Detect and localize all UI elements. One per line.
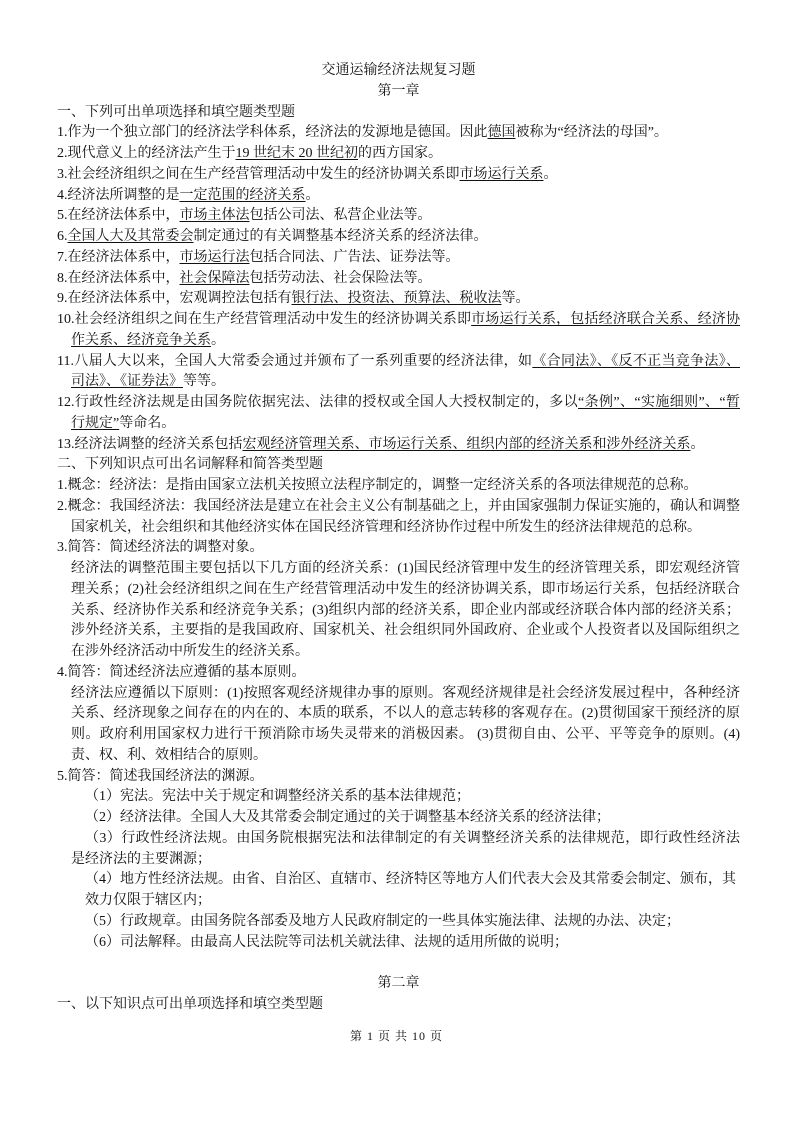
list-item [57,538,740,663]
list-item [57,435,740,456]
list-item [57,248,740,269]
answer-underlined: 德国 [487,125,516,141]
text-line [57,144,740,165]
text-segment: 8.在经济法体系中， [57,270,180,286]
answer-underlined: 市场运行法 [179,249,250,265]
text-line [57,186,740,207]
text-line [57,497,740,518]
text-segment: 则。政府利用国家权力进行干预消除市场失灵带来的消极因素。 (3)贯彻自由、公平、平等竞争的原则。(4) [71,727,740,742]
text-line [57,829,740,850]
text-line [57,933,740,954]
text-segment: 责、权、利、效相结合的原则。 [71,747,267,763]
text-line [57,331,740,352]
text-segment: 10.社会经济组织之间在生产经营管理活动中发生的经济协调关系即 [57,312,472,327]
text-segment: 4.简答：简述经济法应遵循的基本原则。 [57,664,306,680]
answer-underlined: “条例”、“实施细则”、“暂 [578,395,740,410]
text-segment: 经济法的调整范围主要包括以下几方面的经济关系：(1)国民经济管理中发生的经济管理关系，即宏观经济管 [71,561,740,576]
list-item [57,289,740,310]
text-segment: 7.在经济法体系中， [57,249,180,265]
text-line [57,746,740,767]
text-line [57,206,740,227]
document-title: 交通运输经济法规复习题 [321,63,476,78]
text-line [57,767,740,788]
text-line [57,269,740,290]
text-line [57,414,740,435]
text-segment: （4）地方性经济法规。由省、自治区、直辖市、经济特区等地方人们代表大会及其常委会制定、颁布，其 [85,872,736,888]
answer-underlined: 全国人大及其常委会 [67,229,194,244]
text-line [57,165,740,186]
list-item [57,186,740,207]
text-segment: 等等。 [183,374,225,390]
list-item [57,352,740,394]
answer-underlined: 银行法、投资法、预算法、税收法 [291,291,502,307]
answer-underlined: 作关系、经济竞争关系 [71,332,211,348]
text-segment: 。 [543,166,558,182]
text-segment: 效力仅限于辖区内； [85,893,211,908]
list-item [57,206,740,227]
text-line [57,870,740,891]
text-segment: 包括公司法、私营企业法等。 [249,208,432,224]
text-segment: 包括劳动法、社会保险法等。 [249,270,432,286]
text-segment: 涉外经济关系，主要指的是我国政府、国家机关、社会组织同外国政府、企业或个人投资者以及国际组织之 [71,623,740,639]
text-segment: 在涉外经济活动中所发生的经济关系。 [71,644,309,659]
text-segment: 1.概念：经济法：是指由国家立法机关按照立法程序制定的，调整一定经济关系的各项法律规范的总称。 [57,478,698,493]
answer-underlined: 市场运行关系 [459,166,544,182]
text-segment: （1）宪法。宪法中关于规定和调整经济关系的基本法律规范； [85,789,470,805]
list-item [57,269,740,290]
answer-underlined: 一定范围的经济关系 [179,187,306,203]
section-1-heading: 一、下列可出单项选择和填空题类型题 [57,104,295,120]
text-line [57,621,740,642]
text-segment: 11.八届人大以来，全国人大常委会通过并颁布了一系列重要的经济法律，如 [57,353,533,369]
text-segment: （2）经济法律。全国人大及其常委会制定通过的关于调整基本经济关系的经济法律； [85,810,610,825]
text-segment: 5.在经济法体系中， [57,208,180,224]
text-line [57,580,740,601]
text-segment: 6. [57,229,68,244]
text-segment: （5）行政规章。由国务院各部委及地方人民政府制定的一些具体实施法律、法规的办法、决定； [85,913,680,929]
list-item [57,144,740,165]
text-line [57,248,740,269]
text-segment: 2.现代意义上的经济法产生于 [57,146,236,161]
answer-underlined: 《合同法》、《反不正当竞争法》、 [532,353,740,369]
text-segment: 13.经济法调整的经济关系包括 [57,436,243,452]
text-line [57,725,740,746]
text-line [57,684,740,705]
document-body [57,61,740,1016]
text-segment: 1.作为一个独立部门的经济法学科体系，经济法的发源地是德国。因此 [57,125,488,141]
text-segment: 3.社会经济组织之间在生产经营管理活动中发生的经济协调关系即 [57,166,460,182]
text-line [57,435,740,456]
list-item [57,476,740,497]
spacer [57,953,740,974]
text-segment: 的西方国家。 [358,146,442,161]
text-segment: 制定通过的有关调整基本经济关系的经济法律。 [193,229,488,244]
text-segment: 关系、经济现象之间存在的内在的、本质的联系，不以人的意志转移的客观存在。(2)贯彻国家干预经济的原 [71,706,740,722]
list-item [57,663,740,767]
text-line [57,123,740,144]
text-line [57,227,740,248]
text-line [57,476,740,497]
answer-underlined: 司法》、《证券法》 [71,374,183,390]
text-segment: 经济法应遵循以下原则：(1)按照客观经济规律办事的原则。客观经济规律是社会经济发展过程中，各种经济 [71,685,740,701]
text-line [57,808,740,829]
answer-underlined: 宏观经济管理关系、市场运行关系、组织内部的经济关系和涉外经济关系 [242,436,691,452]
text-segment: 包括合同法、广告法、证券法等。 [249,249,460,265]
text-segment: 3.简答：简述经济法的调整对象。 [57,540,264,556]
text-line [57,518,740,539]
text-line [57,310,740,331]
list-item [57,497,740,539]
list-item [57,767,740,954]
text-segment: 被称为“经济法的母国”。 [515,125,668,141]
text-segment: 。 [211,332,225,348]
section-2-heading: 二、下列知识点可出名词解释和简答类型题 [57,457,323,473]
text-line [57,289,740,310]
text-line [57,642,740,663]
list-item [57,123,740,144]
answer-underlined: 社会保障法 [179,270,250,286]
text-line [57,538,740,559]
answer-underlined: 行规定” [71,415,120,431]
chapter-2-heading: 第二章 [377,976,420,991]
text-segment: 12.行政性经济法规是由国务院依据宪法、法律的授权或全国人大授权制定的，多以 [57,395,579,410]
answer-underlined: 19 世纪末 20 世纪初 [235,146,358,161]
text-segment: 等命名。 [119,415,176,431]
text-line [57,891,740,912]
list-item [57,393,740,435]
list-item [57,227,740,248]
text-segment: 9.在经济法体系中，宏观调控法包括有 [57,291,292,307]
text-line [57,704,740,725]
text-line [57,912,740,933]
text-segment: 。 [690,436,705,452]
text-segment: 关系、经济协作关系和经济竞争关系；(3)组织内部的经济关系，即企业内部或经济联合体内部的经济关系； [71,602,740,618]
answer-underlined: 市场运行关系，包括经济联合关系、经济协 [471,312,740,327]
text-line [57,787,740,808]
chapter-2-section-1-heading: 一、以下知识点可出单项选择和填空类型题 [57,996,323,1012]
text-line [57,372,740,393]
text-segment: 是经济法的主要渊源； [71,851,211,867]
text-segment: （3）行政性经济法规。由国务院根据宪法和法律制定的有关调整经济关系的法律规范，即行政性经济法 [85,830,740,846]
text-segment: 4.经济法所调整的是 [57,187,180,203]
chapter-1-heading: 第一章 [377,83,420,99]
text-segment: 等。 [501,291,530,307]
text-line [57,352,740,373]
text-segment: 理关系；(2)社会经济组织之间在生产经营管理活动中发生的经济协调关系，即市场运行关系，包括经济联合 [71,581,740,597]
section-2-items [57,476,740,953]
text-segment: 国家机关，社会组织和其他经济实体在国民经济管理和经济协作过程中所发生的经济法律规范的总称。 [71,519,701,535]
list-item [57,310,740,352]
text-line [57,559,740,580]
text-segment: 2.概念：我国经济法：我国经济法是建立在社会主义公有制基础之上，并由国家强制力保证实施的，确认和调整 [57,498,740,514]
list-item [57,165,740,186]
text-segment: 5.简答：简述我国经济法的渊源。 [57,768,264,784]
text-line [57,850,740,871]
text-line [57,393,740,414]
text-segment: 。 [305,187,320,203]
text-segment: （6）司法解释。由最高人民法院等司法机关就法律、法规的适用所做的说明； [85,934,568,950]
answer-underlined: 市场主体法 [179,208,250,224]
section-1-items [57,123,740,455]
page-footer: 第 1 页 共 10 页 [349,1029,443,1043]
text-line [57,663,740,684]
text-line [57,601,740,622]
